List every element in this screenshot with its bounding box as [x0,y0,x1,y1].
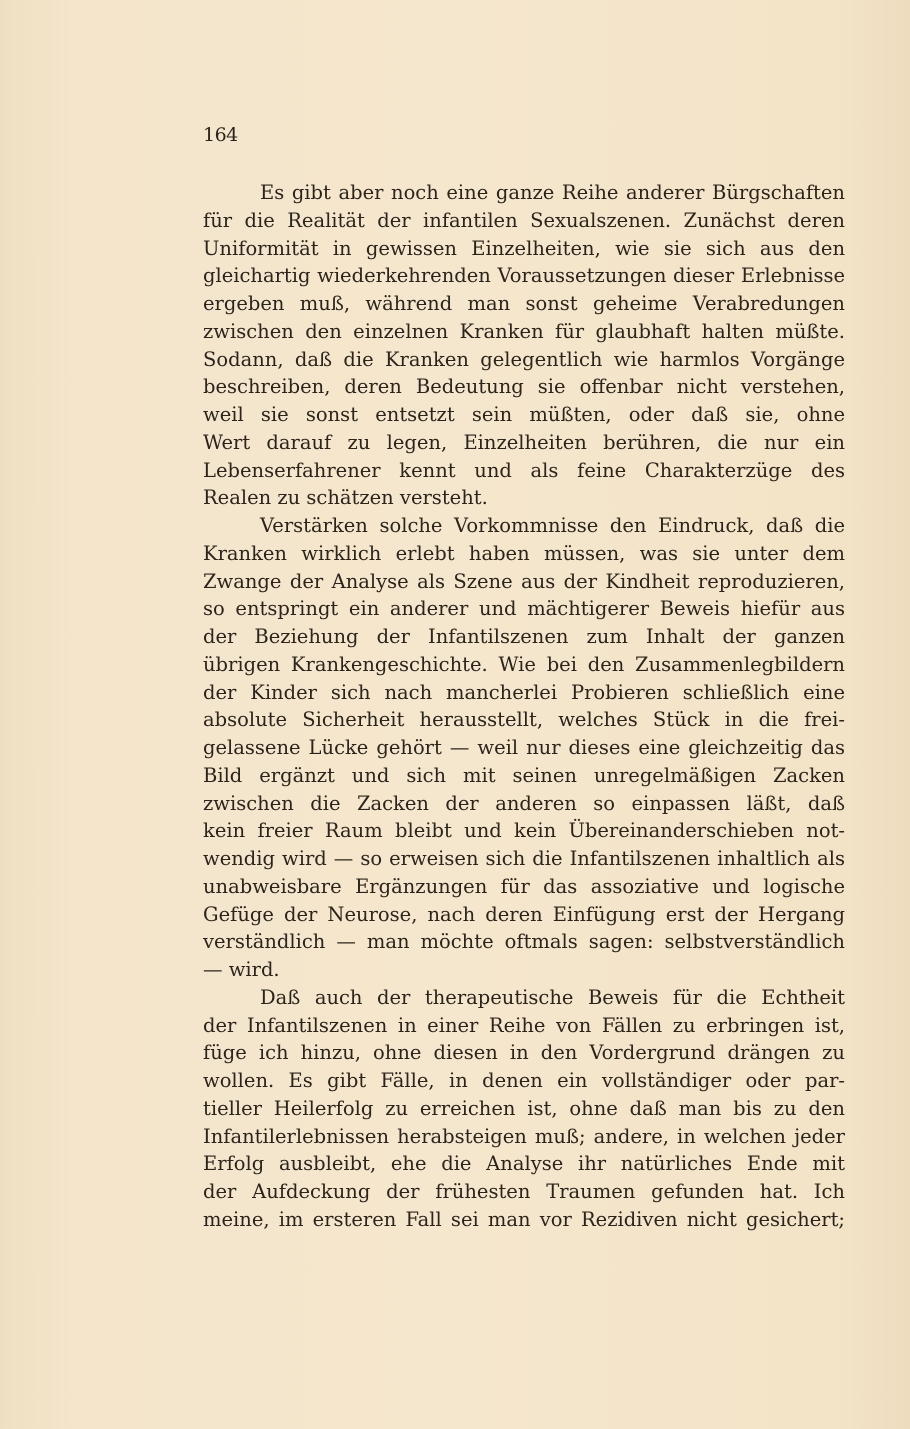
text-line: der Beziehung der Infantilszenen zum Inhalt der ganzen [203,625,845,648]
text-line: der Aufdeckung der frühesten Traumen gefunden hat. Ich [203,1180,845,1203]
text-line: absolute Sicherheit herausstellt, welches Stück in die frei- [203,708,845,732]
text-line: so entspringt ein anderer und mächtigerer Beweis hiefür aus [203,597,845,621]
text-line: verständlich — man möchte oftmals sagen: selbstverständlich [203,930,845,954]
text-line: tieller Heilerfolg zu erreichen ist, ohne daß man bis zu den [203,1096,845,1120]
text-line: — wird. [203,958,280,981]
text-line: beschreiben, deren Bedeutung sie offenbar nicht verstehen, [203,375,845,399]
text-line: der Infantilszenen in einer Reihe von Fällen zu erbringen ist, [203,1013,845,1037]
text-line: Sodann, daß die Kranken gelegentlich wie harmlos Vorgänge [203,347,845,371]
text-line: Daß auch der therapeutische Beweis für die Echtheit [260,985,845,1009]
text-line: gelassene Lücke gehört — weil nur dieses eine gleichzeitig das [203,736,845,759]
text-line: Bild ergänzt und sich mit seinen unregelmäßigen Zacken [203,763,845,787]
text-line: Realen zu schätzen versteht. [203,486,488,510]
text-line: zwischen die Zacken der anderen so einpassen läßt, daß [203,791,845,815]
text-line: Wert darauf zu legen, Einzelheiten berühren, die nur ein [203,430,845,454]
body-text [203,179,845,1234]
text-line: Erfolg ausbleibt, ehe die Analyse ihr natürliches Ende mit [203,1152,845,1176]
text-line: Infantilerlebnissen herabsteigen muß; andere, in welchen jeder [203,1124,845,1148]
text-line: Zwange der Analyse als Szene aus der Kindheit reproduzieren, [203,569,845,593]
text-line: zwischen den einzelnen Kranken für glaubhaft halten müßte. [203,319,845,343]
text-line: ergeben muß, während man sonst geheime Verabredungen [203,292,845,315]
text-line: Es gibt aber noch eine ganze Reihe anderer Bürgschaften [260,181,845,204]
text-line: der Kinder sich nach mancherlei Probieren schließlich eine [203,680,845,704]
text-line: füge ich hinzu, ohne diesen in den Vordergrund drängen zu [203,1041,845,1065]
text-line: wollen. Es gibt Fälle, in denen ein vollständiger oder par- [203,1069,845,1092]
text-line: weil sie sonst entsetzt sein müßten, oder daß sie, ohne [203,403,845,426]
text-line: Kranken wirklich erlebt haben müssen, was sie unter dem [203,541,845,565]
page-number: 164 [203,124,238,146]
text-line: Uniformität in gewissen Einzelheiten, wie sie sich aus den [203,236,845,260]
text-line: Gefüge der Neurose, nach deren Einfügung erst der Hergang [203,902,845,926]
text-line: unabweisbare Ergänzungen für das assoziative und logische [203,874,845,898]
text-line: übrigen Krankengeschichte. Wie bei den Zusammenlegbildern [203,652,845,676]
text-line: gleichartig wiederkehrenden Voraussetzungen dieser Erlebnisse [203,264,845,288]
text-line: kein freier Raum bleibt und kein Übereinanderschieben not- [203,819,845,843]
text-line: Lebenserfahrener kennt und als feine Charakterzüge des [203,458,845,482]
text-line: meine, im ersteren Fall sei man vor Rezidiven nicht gesichert; [203,1207,845,1231]
text-line: wendig wird — so erweisen sich die Infantilszenen inhaltlich als [203,847,845,870]
text-line: Verstärken solche Vorkommnisse den Eindruck, daß die [260,514,845,537]
text-line: für die Realität der infantilen Sexualszenen. Zunächst deren [203,208,845,232]
